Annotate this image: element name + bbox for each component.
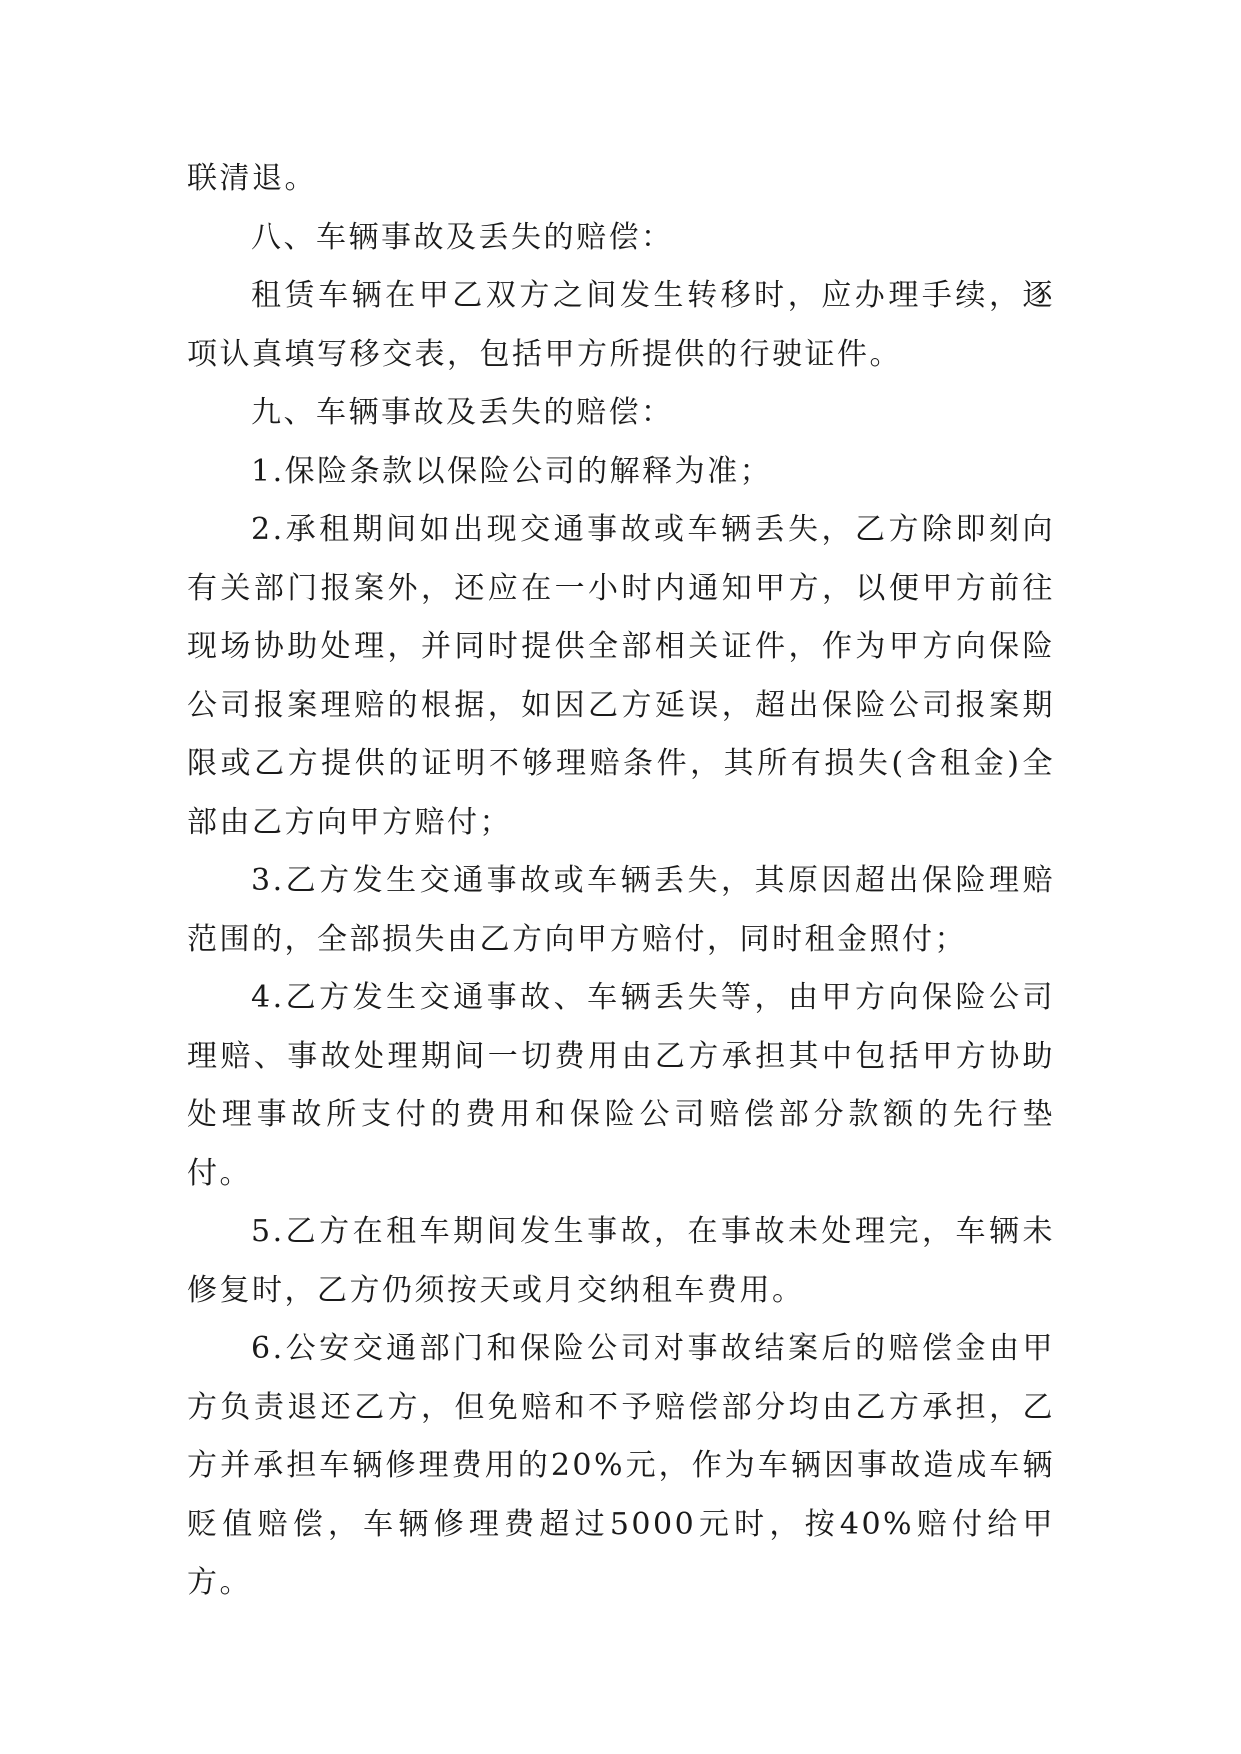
clause-5: 5.乙方在租车期间发生事故，在事故未处理完，车辆未修复时，乙方仍须按天或月交纳租车费用。: [187, 1214, 1055, 1308]
clause-2: 2.承租期间如出现交通事故或车辆丢失，乙方除即刻向有关部门报案外，还应在一小时内通知甲方，以便甲方前往现场协助处理，并同时提供全部相关证件，作为甲方向保险公司报案理赔的根据，如因乙方延误，超出保险公司报案期限或乙方提供的证明不够理赔条件，其所有损失(含租金)全部由乙方向甲方赔付；: [187, 512, 1055, 840]
clause-1: 1.保险条款以保险公司的解释为准；: [251, 453, 773, 489]
paragraph-continuation: 联清退。: [187, 161, 317, 196]
section-heading-8: 八、车辆事故及丢失的赔偿：: [251, 219, 674, 255]
section-heading-9: 九、车辆事故及丢失的赔偿：: [251, 395, 674, 430]
clause-6: 6.公安交通部门和保险公司对事故结案后的赔偿金由甲方负责退还乙方，但免赔和不予赔偿部分均由乙方承担，乙方并承担车辆修理费用的20%元，作为车辆因事故造成车辆贬值赔偿，车辆修理费超过5000元时，按40%赔付给甲方。: [187, 1331, 1055, 1600]
clause-4: 4.乙方发生交通事故、车辆丢失等，由甲方向保险公司理赔、事故处理期间一切费用由乙方承担其中包括甲方协助处理事故所支付的费用和保险公司赔偿部分款额的先行垫付。: [187, 980, 1055, 1191]
document-body: [187, 150, 1055, 1613]
paragraph-vehicle-transfer: 租赁车辆在甲乙双方之间发生转移时，应办理手续，逐项认真填写移交表，包括甲方所提供的行驶证件。: [187, 278, 1055, 372]
clause-3: 3.乙方发生交通事故或车辆丢失，其原因超出保险理赔范围的，全部损失由乙方向甲方赔付，同时租金照付；: [187, 863, 1055, 957]
